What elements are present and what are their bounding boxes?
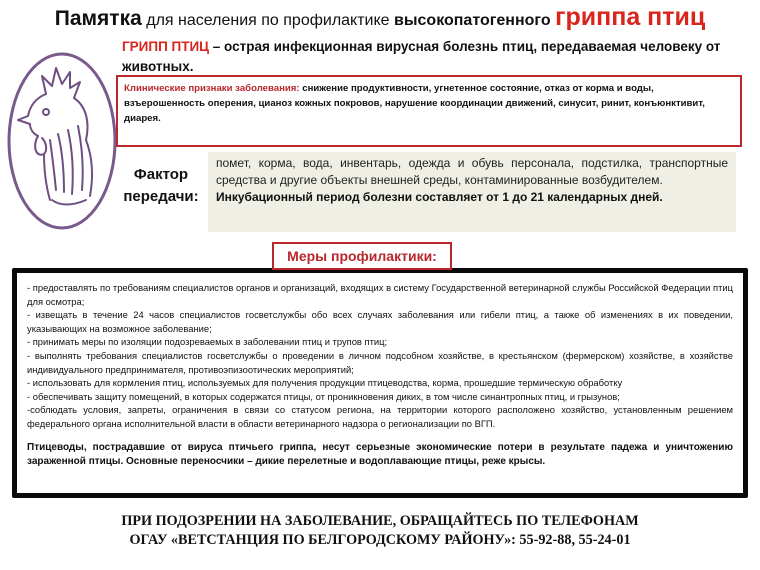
footer-line1: ПРИ ПОДОЗРЕНИИ НА ЗАБОЛЕВАНИЕ, ОБРАЩАЙТЕСЬ ПО ТЕЛЕФОНАМ xyxy=(121,513,639,529)
clinical-signs-label: Клинические признаки заболевания: xyxy=(124,83,300,94)
title-part-population: для населения по профилактике xyxy=(141,12,395,29)
title-part-highly-pathogenic: высокопатогенного xyxy=(394,12,556,29)
prevention-measures-title: Меры профилактики: xyxy=(272,242,452,270)
clinical-signs-text: снижение продуктивности, угнетенное состояние, отказ от корма и воды, взъерошенность оперения, цианоз кожных покровов, нарушение координации движений, синусит, ринит, конъюнктивит, диарея. xyxy=(124,83,705,124)
transmission-factor-box xyxy=(208,152,736,232)
measure-item: - использовать для кормления птиц, используемых для получения продукции птицеводства, корма, прошедшие термическую обработку xyxy=(27,377,623,389)
definition-text: – острая инфекционная вирусная болезнь птиц, передаваемая человеку от животных. xyxy=(122,39,721,74)
measure-item: - предоставлять по требованиям специалистов органов и организаций, входящих в систему Государственной ветеринарной службы Российской Федерации птиц для осмотра; xyxy=(27,282,733,307)
contact-footer xyxy=(0,512,760,550)
footer-phones: ОГАУ «ВЕТСТАНЦИЯ ПО БЕЛГОРОДСКОМУ РАЙОНУ»: 55-92-88, 55-24-01 xyxy=(129,532,631,548)
definition xyxy=(122,37,732,77)
measure-item: - извещать в течение 24 часов специалистов госветслужбы обо всех случаях заболевания или гибели птиц, а также об изменениях в их поведении, указывающих на возможное заболевание; xyxy=(27,309,733,334)
measure-item: - обеспечивать защиту помещений, в которых содержатся птицы, от проникновения диких, в том числе синантропных птиц, и грызунов; xyxy=(27,390,620,402)
incubation-period: Инкубационный период болезни составляет от 1 до 21 календарных дней. xyxy=(216,190,663,204)
transmission-factor-label xyxy=(118,164,204,208)
title-part-bird-flu: гриппа птиц xyxy=(555,3,706,31)
rooster-head-icon xyxy=(6,50,118,232)
transmission-label-line1: Фактор xyxy=(133,166,189,183)
clinical-signs-box xyxy=(116,75,742,147)
page-title xyxy=(0,3,760,35)
title-part-memo: Памятка xyxy=(54,7,142,30)
economic-losses-note: Птицеводы, пострадавшие от вируса птичьего гриппа, несут серьезные экономические потери в результате падежа и уничтожению зараженной птицы. Основные переносчики – дикие перелетные и водоплавающие птицы, реже крысы. xyxy=(27,441,733,467)
transmission-label-line2: передачи: xyxy=(123,188,199,205)
measure-item: -соблюдать условия, запреты, ограничения в связи со статусом региона, на территории которого расположено хозяйство, установленным решением федерального органа исполнительной власти в области ветеринарного надзора о регионализации по ВГП. xyxy=(27,404,733,429)
measure-item: - выполнять требования специалистов госветслужбы о проведении в личном подсобном хозяйстве, в крестьянском (фермерском) хозяйстве, в хозяйстве индивидуального предпринимателя, противоэпизоотических мероприятий; xyxy=(27,349,733,375)
prevention-measures-box xyxy=(12,268,748,498)
definition-term: ГРИПП ПТИЦ xyxy=(122,39,210,54)
transmission-text: помет, корма, вода, инвентарь, одежда и обувь персонала, подстилка, транспортные средства и другие объекты внешней среды, контаминированные возбудителем. xyxy=(216,156,728,187)
measure-item: - принимать меры по изоляции подозреваемых в заболевании птиц и трупов птиц; xyxy=(27,336,388,348)
